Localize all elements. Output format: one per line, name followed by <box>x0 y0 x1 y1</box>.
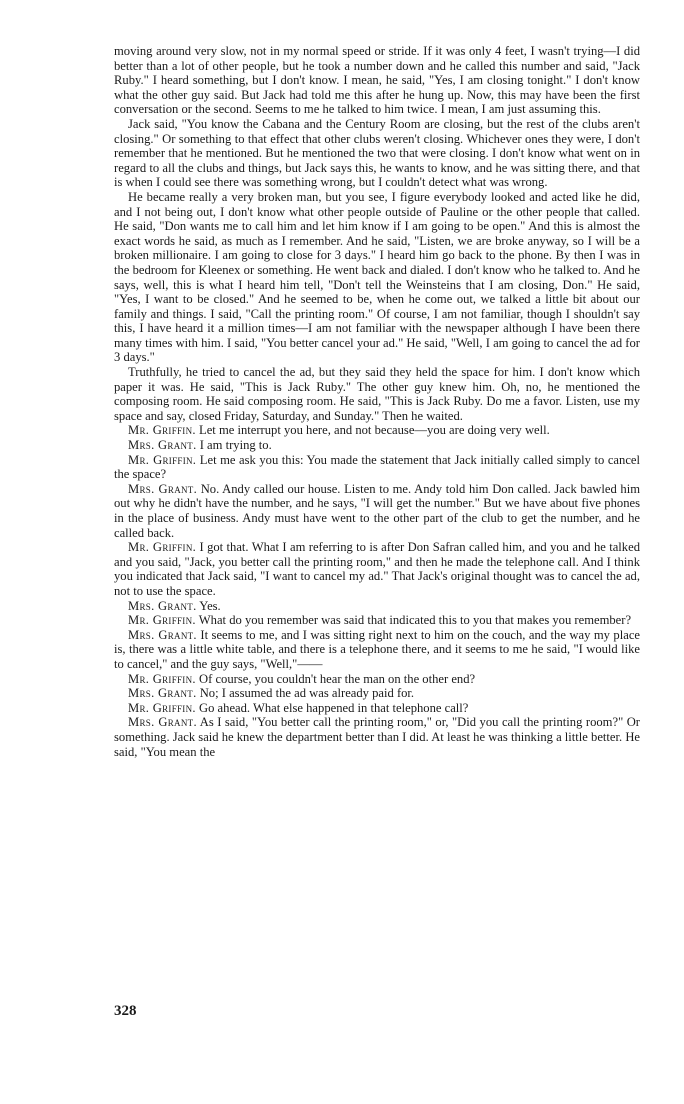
paragraph-text: Jack said, "You know the Cabana and the Century Room are closing, but the rest of the clubs aren't closing." Or something to that effect that other clubs weren't closing. Whichever ones they were, I don't remember that he mentioned. But he mentioned the two that were closing. I don't know what went on in regard to all the clubs and things, but Jack says this, he wants to know, and he was sitting there, and that is when I could see there was something wrong, but I couldn't detect what was wrong. <box>114 116 640 190</box>
paragraph-text: No. Andy called our house. Listen to me. Andy told him Don called. Jack bawled him out why he didn't have the number, and he says, "I will get the number." But we have about five phones in the place of business. Andy must have went to the other part of the club to get the number, and he called back. <box>114 481 640 540</box>
paragraph <box>114 117 640 190</box>
paragraph <box>114 423 640 438</box>
paragraph-text: Yes. <box>199 598 221 613</box>
speaker: Mrs. Grant. <box>128 598 197 613</box>
page-body <box>114 44 640 759</box>
paragraph <box>114 482 640 540</box>
paragraph-text: moving around very slow, not in my normal speed or stride. If it was only 4 feet, I wasn't trying—I did better than a lot of other people, but he took a number down and he called this number and said, "Jack Ruby." I heard something, but I don't know. I mean, he said, "Yes, I am closing tonight." I don't know what the other guy said. But Jack had told me this after he hung up. Now, this may have been the first conversation or the second. Seems to me he talked to him twice. I mean, I am just assuming this. <box>114 44 640 117</box>
speaker: Mr. Griffin. <box>128 423 196 438</box>
paragraph-text: Of course, you couldn't hear the man on the other end? <box>199 671 476 686</box>
page-number: 328 <box>114 1003 137 1019</box>
paragraph-text: I am trying to. <box>199 438 272 453</box>
speaker: Mr. Griffin. <box>128 540 197 555</box>
speaker: Mrs. Grant. <box>128 715 197 730</box>
paragraph-text: Go ahead. What else happened in that telephone call? <box>199 700 469 715</box>
speaker: Mrs. Grant. <box>128 686 197 701</box>
paragraph <box>114 365 640 423</box>
paragraph-text: As I said, "You better call the printing room," or, "Did you call the printing room?" Or something. Jack said he knew the department better than I did. At least he was thinking a little better. He said, "You mean the <box>114 715 640 759</box>
paragraph <box>114 438 640 453</box>
speaker: Mr. Griffin. <box>128 700 196 715</box>
speaker: Mr. Griffin. <box>128 613 196 628</box>
paragraph <box>114 701 640 716</box>
paragraph-text: He became really a very broken man, but you see, I figure everybody looked and acted like he did, and I not being out, I don't know what other people outside of Pauline or the other people that called. He said, "Don wants me to call him and let him know if I am going to be open." And this is almost the exact words he said, as much as I remember. And he said, "Listen, we are broke anyway, so I will be a broken millionaire. I am going to close for 3 days." I heard him go back to the phone. By then I was in the bedroom for Kleenex or something. He went back and dialed. I don't know who he talked to. And he says, well, this is what I heard him tell, "Don't tell the Weinsteins that I am closing, Don." He said, "Yes, I want to be closed." And he seemed to be, when he come out, we talked a little bit about our family and things. I said, "Call the printing room." Of course, I am not familiar, though I shouldn't say this, I have heard it a million times—I am not familiar with the newspaper although I have been there many times with him. I said, "You better cancel your ad." He said, "Well, I am going to cancel the ad for 3 days." <box>114 189 640 365</box>
paragraph <box>114 715 640 759</box>
speaker: Mr. Griffin. <box>128 671 196 686</box>
paragraph <box>114 44 640 117</box>
paragraph-text: Truthfully, he tried to cancel the ad, but they said they held the space for him. I don't know which paper it was. He said, "This is Jack Ruby." The other guy knew him. Oh, no, he mentioned the composing room. He said composing room. He said, "This is Jack Ruby. Do me a favor. Listen, use my space and say, closed Friday, Saturday, and Sunday." Then he waited. <box>114 365 640 423</box>
speaker: Mrs. Grant. <box>128 438 197 453</box>
paragraph-text: I got that. What I am referring to is after Don Safran called him, and you and he talked and you said, "Jack, you better call the printing room," and then he made the telephone call. And I think you indicated that Jack said, "I want to cancel my ad." That Jack's original thought was to cancel the ad, not to use the space. <box>114 540 640 598</box>
paragraph <box>114 599 640 614</box>
paragraph-text: Let me ask you this: You made the statement that Jack initially called simply to cancel the space? <box>114 452 641 482</box>
speaker: Mrs. Grant. <box>128 627 197 642</box>
paragraph <box>114 613 640 628</box>
paragraph-text: Let me interrupt you here, and not because—you are doing very well. <box>199 423 550 438</box>
paragraph <box>114 190 640 365</box>
paragraph <box>114 628 640 672</box>
paragraph <box>114 686 640 701</box>
paragraph <box>114 453 640 482</box>
paragraph-text: What do you remember was said that indicated this to you that makes you remember? <box>198 613 632 628</box>
speaker: Mr. Griffin. <box>128 452 197 467</box>
speaker: Mrs. Grant. <box>128 481 198 496</box>
paragraph-text: No; I assumed the ad was already paid for. <box>199 686 415 701</box>
paragraph-text: It seems to me, and I was sitting right next to him on the couch, and the way my place is, there was a little white table, and there is a telephone there, and it seems to me he said, "I would like to cancel," and the guy says, "Well,"—— <box>114 627 641 671</box>
paragraph <box>114 540 640 598</box>
paragraph <box>114 672 640 687</box>
